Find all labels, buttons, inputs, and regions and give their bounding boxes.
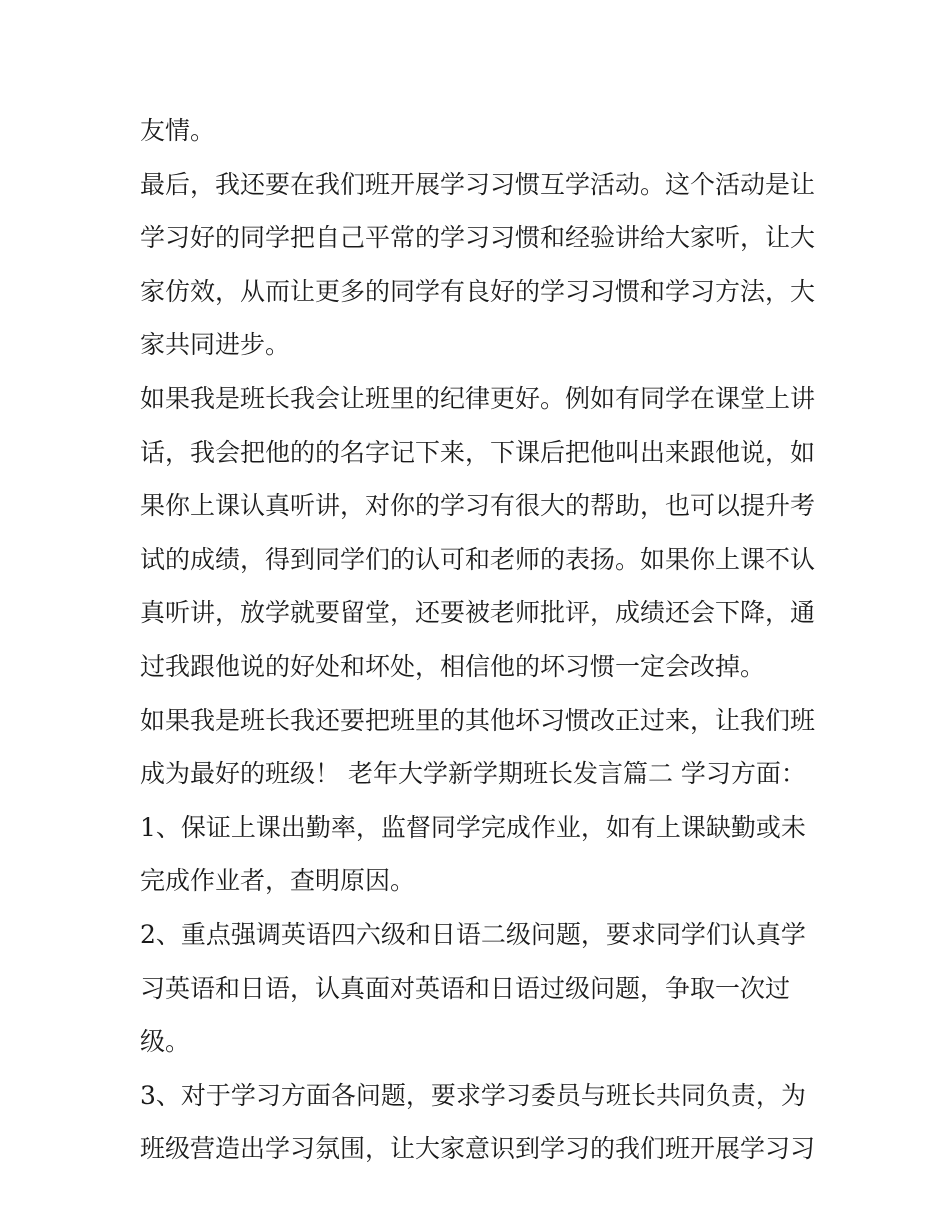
text-line: 家共同进步。 <box>140 330 291 360</box>
text-line: 家仿效，从而让更多的同学有良好的学习习惯和学习方法，大 <box>140 276 816 306</box>
document-body <box>140 104 820 1176</box>
text-line: 3、对于学习方面各问题，要求学习委员与班长共同负责，为 <box>140 1080 806 1110</box>
text-line: 试的成绩，得到同学们的认可和老师的表扬。如果你上课不认 <box>140 544 816 574</box>
text-line: 如果我是班长我还要把班里的其他坏习惯改正过来，让我们班 <box>140 705 816 735</box>
text-line: 果你上课认真听讲，对你的学习有很大的帮助，也可以提升考 <box>140 491 816 521</box>
text-line: 完成作业者，查明原因。 <box>140 866 416 896</box>
text-line: 班级营造出学习氛围，让大家意识到学习的我们班开展学习习 <box>140 1134 816 1164</box>
text-line: 学习好的同学把自己平常的学习习惯和经验讲给大家听，让大 <box>140 223 816 253</box>
text-line: 真听讲，放学就要留堂，还要被老师批评，成绩还会下降，通 <box>140 598 816 628</box>
text-line: 1、保证上课出勤率，监督同学完成作业，如有上课缺勤或未 <box>140 812 806 842</box>
text-line: 习英语和日语，认真面对英语和日语过级问题，争取一次过 <box>140 973 791 1003</box>
text-line: 2、重点强调英语四六级和日语二级问题，要求同学们认真学 <box>140 919 806 949</box>
text-line: 级。 <box>140 1027 191 1057</box>
text-line: 话，我会把他的的名字记下来，下课后把他叫出来跟他说，如 <box>140 437 816 467</box>
text-line: 成为最好的班级！ 老年大学新学期班长发言篇二 学习方面： <box>140 759 806 789</box>
text-line: 过我跟他说的好处和坏处，相信他的坏习惯一定会改掉。 <box>140 651 766 681</box>
text-line: 友情。 <box>140 116 216 145</box>
text-line: 如果我是班长我会让班里的纪律更好。例如有同学在课堂上讲 <box>140 383 816 413</box>
text-line: 最后，我还要在我们班开展学习习惯互学活动。这个活动是让 <box>140 169 816 199</box>
